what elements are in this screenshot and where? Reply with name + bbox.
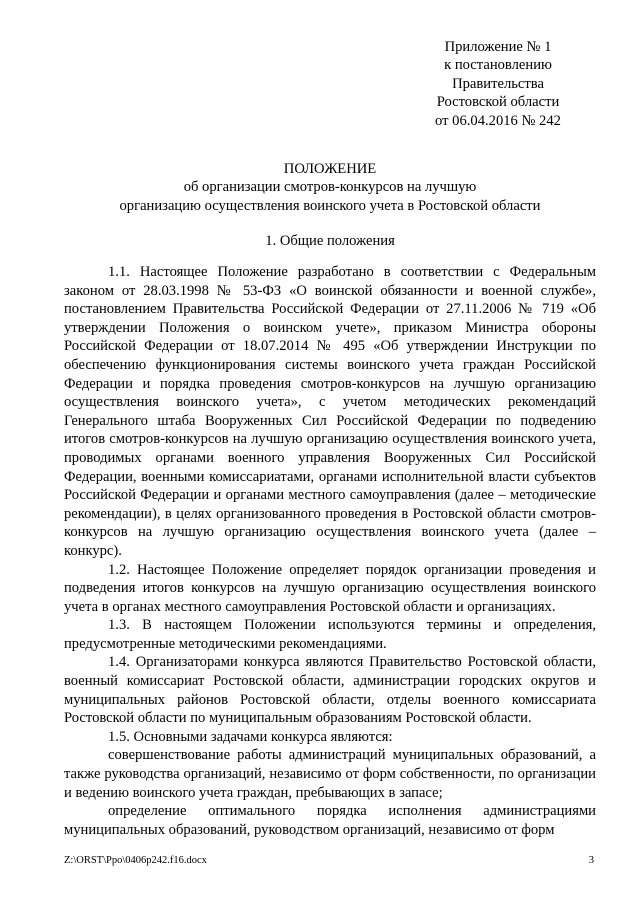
paragraph: определение оптимального порядка исполнения администрациями муниципальных образований, руководством организаций, независимо от форм: [64, 803, 596, 838]
paragraph: 1.4. Организаторами конкурса являются Правительство Ростовской области, военный комиссариат Ростовской области, администрации городских округов и муниципальных районов Ростовской области, отделы военного комиссариата Ростовской области по муниципальным образованиям Ростовской области.: [64, 654, 596, 727]
title-line: организацию осуществления воинского учета в Ростовской области: [119, 197, 541, 214]
section-heading: 1. Общие положения: [265, 233, 395, 249]
title-line: об организации смотров-конкурсов на лучшую: [183, 179, 477, 196]
paragraph: 1.3. В настоящем Положении используются термины и определения, предусмотренные методическими рекомендациями.: [64, 617, 596, 652]
appendix-line: к постановлению: [444, 57, 552, 74]
appendix-block: [405, 38, 591, 130]
paragraph: совершенствование работы администраций муниципальных образований, а также руководства организаций, независимо от форм собственности, по организации и ведению воинского учета граждан, пребывающих в запасе;: [64, 747, 596, 801]
appendix-line: Приложение № 1: [444, 39, 552, 55]
paragraph: 1.1. Настоящее Положение разработано в соответствии с Федеральным законом от 28.03.1998 № 53-ФЗ «О воинской обязанности и военной службе», постановлением Правительства Российской Федерации от 27.11.2006 № 719 «Об утверждении Положения о воинском учете», приказом Министра обороны Российской Федерации от 18.07.2014 № 495 «Об утверждении Инструкции по обеспечению функционирования системы воинского учета граждан Российской Федерации и порядка проведения смотров-конкурсов на лучшую организацию осуществления воинского учета», с учетом методических рекомендаций Генерального штаба Вооруженных Сил Российской Федерации по подведению итогов смотров-конкурсов на лучшую организацию осуществления воинского учета, проводимых органами военного управления Вооруженных Сил Российской Федерации, военными комиссариатами, органами исполнительной власти субъектов Российской Федерации и органами местного самоуправления (далее – методические рекомендации), в целях организованного проведения в Ростовской области смотров-конкурсов на лучшую организацию осуществления воинского учета (далее – конкурс).: [64, 264, 596, 559]
title-heading: ПОЛОЖЕНИЕ: [283, 161, 377, 177]
appendix-line: от 06.04.2016 № 242: [435, 112, 561, 129]
page-number: 3: [588, 855, 594, 866]
document-body: [64, 263, 596, 839]
file-path: Z:\ORST\Ppo\0406p242.f16.docx: [64, 855, 207, 866]
paragraph: 1.2. Настоящее Положение определяет порядок организации проведения и подведения итогов конкурсов на лучшую организацию осуществления воинского учета в органах местного самоуправления Ростовской области и организациях.: [64, 561, 596, 615]
appendix-line: Правительства: [452, 75, 544, 92]
document-title: [60, 160, 600, 215]
appendix-line: Ростовской области: [436, 94, 560, 111]
paragraph: 1.5. Основными задачами конкурса являются:: [108, 728, 393, 745]
